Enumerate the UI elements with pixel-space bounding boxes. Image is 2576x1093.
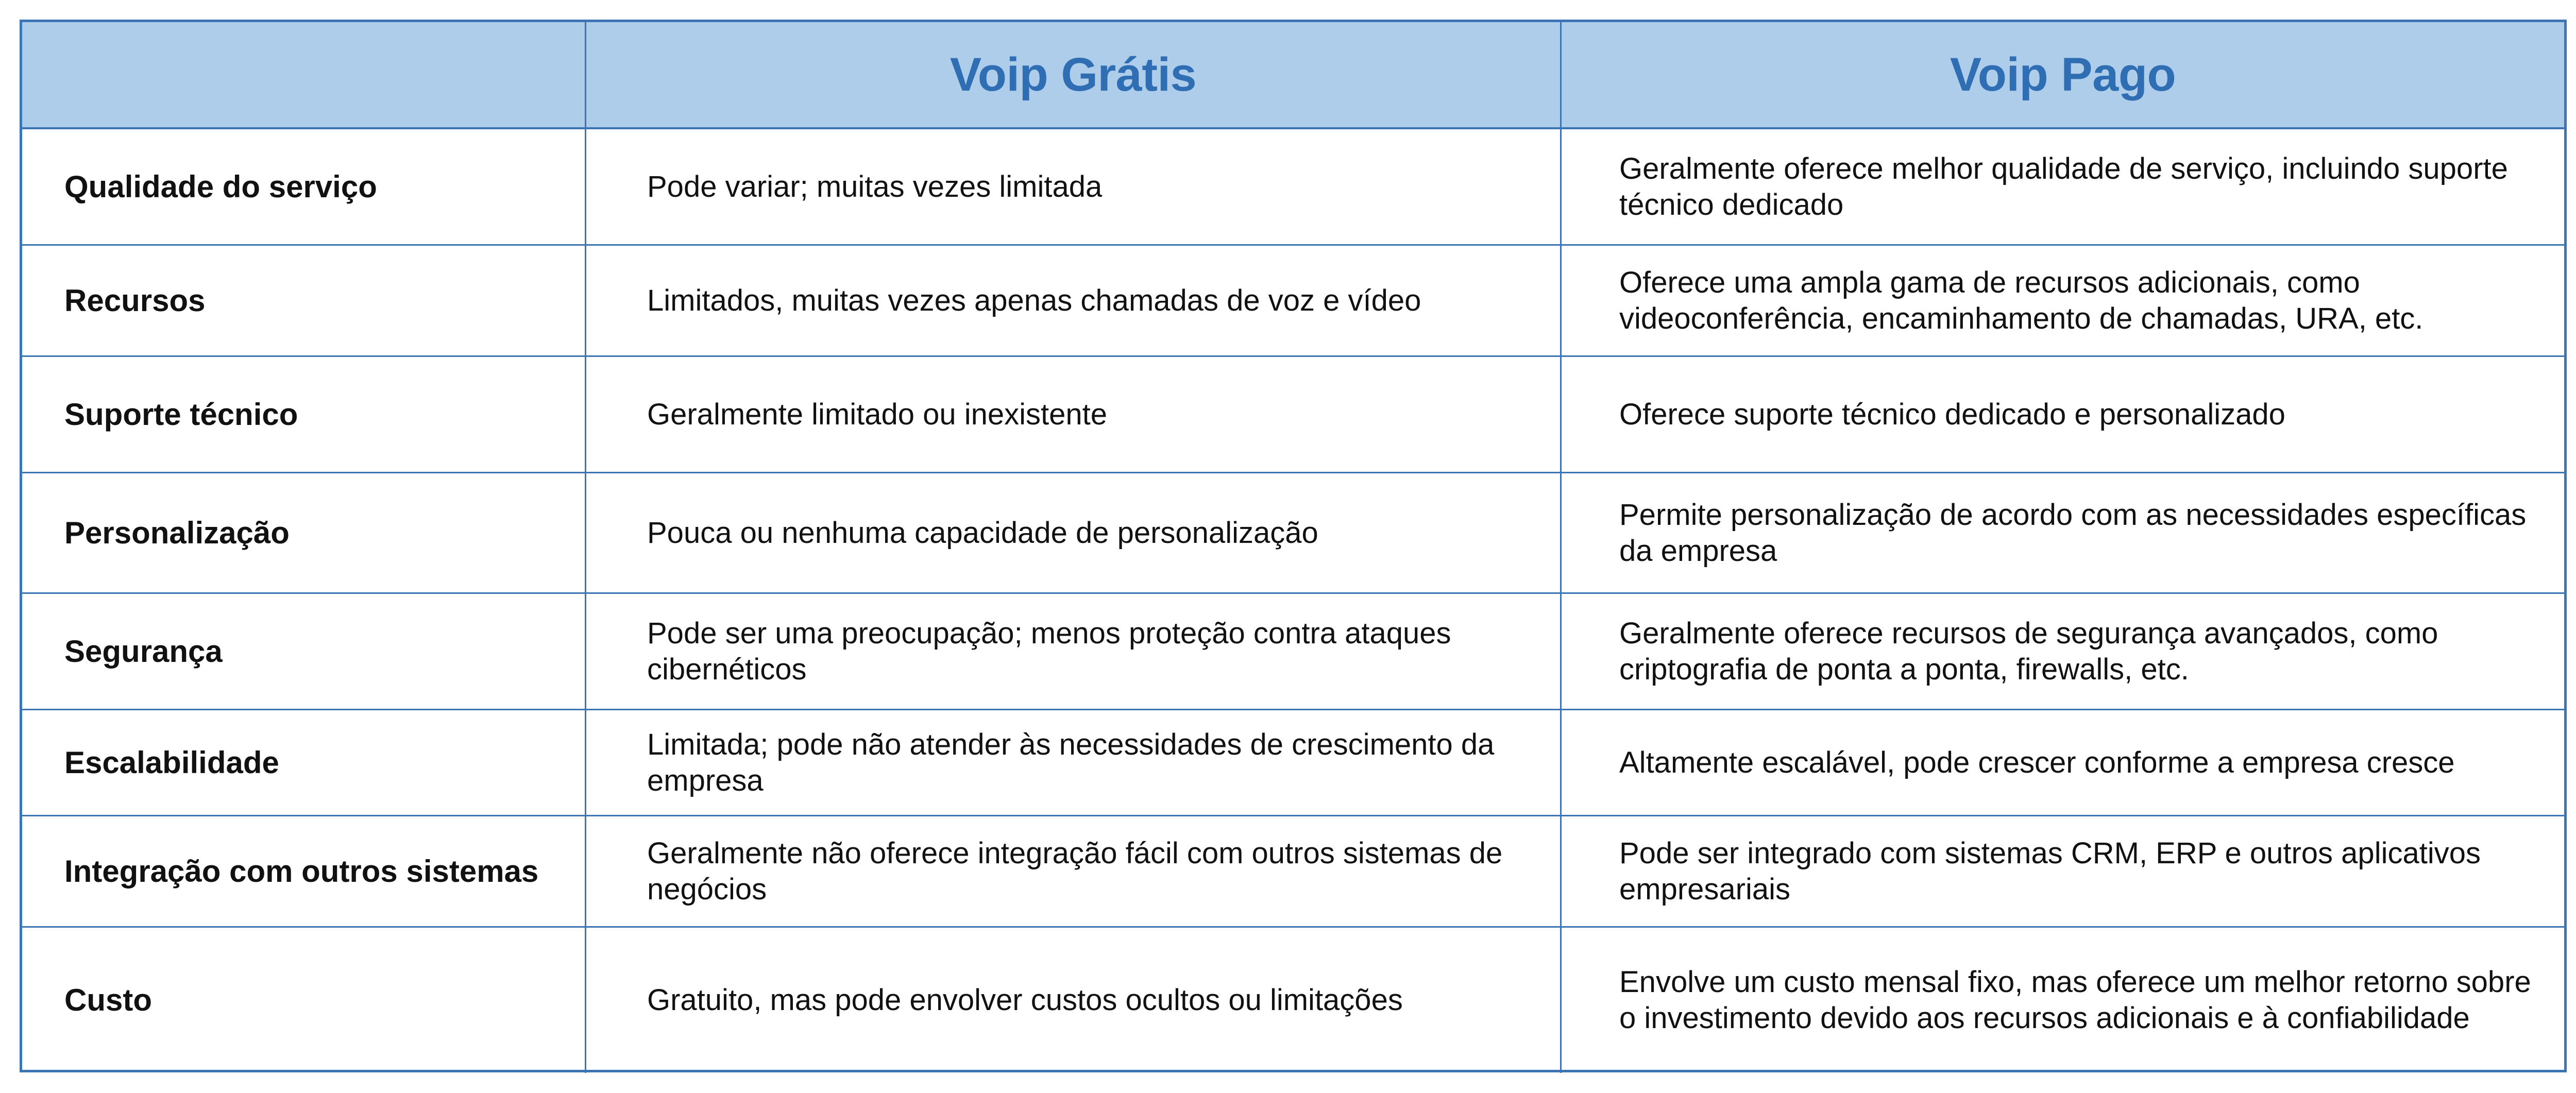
free-value-cell <box>586 816 1562 928</box>
paid-value-cell <box>1562 594 2564 710</box>
header-paid-cell <box>1562 22 2564 129</box>
free-value-cell <box>586 473 1562 594</box>
paid-value: Altamente escalável, pode crescer conforme a empresa cresce <box>1619 745 2455 779</box>
paid-value: Geralmente oferece recursos de segurança avançados, como criptografia de ponta a ponta, firewalls, etc. <box>1619 616 2438 686</box>
header-free-cell <box>586 22 1562 129</box>
paid-value: Oferece suporte técnico dedicado e personalizado <box>1619 397 2285 431</box>
paid-value: Oferece uma ampla gama de recursos adicionais, como videoconferência, encaminhamento de chamadas, URA, etc. <box>1619 265 2424 335</box>
paid-value: Envolve um custo mensal fixo, mas oferece um melhor retorno sobre o investimento devido aos recursos adicionais e à confiabilidade <box>1619 965 2531 1035</box>
paid-value-cell <box>1562 473 2564 594</box>
free-value-cell <box>586 928 1562 1073</box>
row-label: Qualidade do serviço <box>64 169 377 204</box>
row-label: Segurança <box>64 634 223 669</box>
free-value: Pode ser uma preocupação; menos proteção contra ataques cibernéticos <box>647 616 1451 686</box>
row-label-cell <box>22 473 586 594</box>
free-value-cell <box>586 357 1562 473</box>
paid-value: Geralmente oferece melhor qualidade de serviço, incluindo suporte técnico dedicado <box>1619 151 2508 221</box>
row-label: Custo <box>64 983 152 1017</box>
paid-value: Permite personalização de acordo com as necessidades específicas da empresa <box>1619 498 2527 568</box>
paid-value-cell <box>1562 357 2564 473</box>
row-label-cell <box>22 594 586 710</box>
free-value-cell <box>586 129 1562 246</box>
paid-value: Pode ser integrado com sistemas CRM, ERP e outros aplicativos empresariais <box>1619 836 2481 906</box>
row-label: Escalabilidade <box>64 745 279 780</box>
free-value: Gratuito, mas pode envolver custos ocultos ou limitações <box>647 983 1403 1017</box>
comparison-table <box>20 20 2567 1072</box>
row-label-cell <box>22 129 586 246</box>
row-label-cell <box>22 710 586 816</box>
paid-value-cell <box>1562 928 2564 1073</box>
row-label-cell <box>22 357 586 473</box>
free-value: Pouca ou nenhuma capacidade de personalização <box>647 516 1318 550</box>
row-label: Integração com outros sistemas <box>64 853 539 889</box>
free-value: Geralmente não oferece integração fácil com outros sistemas de negócios <box>647 836 1503 906</box>
free-value: Limitada; pode não atender às necessidades de crescimento da empresa <box>647 727 1495 797</box>
free-value: Geralmente limitado ou inexistente <box>647 397 1108 431</box>
free-value-cell <box>586 594 1562 710</box>
row-label: Suporte técnico <box>64 397 298 432</box>
free-value: Limitados, muitas vezes apenas chamadas de voz e vídeo <box>647 283 1421 317</box>
free-value-cell <box>586 710 1562 816</box>
row-label-cell <box>22 246 586 357</box>
paid-value-cell <box>1562 710 2564 816</box>
header-free-title: Voip Grátis <box>950 48 1197 101</box>
paid-value-cell <box>1562 129 2564 246</box>
paid-value-cell <box>1562 816 2564 928</box>
row-label-cell <box>22 928 586 1073</box>
free-value: Pode variar; muitas vezes limitada <box>647 169 1103 203</box>
header-paid-title: Voip Pago <box>1950 48 2176 101</box>
row-label-cell <box>22 816 586 928</box>
row-label: Personalização <box>64 515 290 550</box>
comparison-grid <box>22 22 2564 1070</box>
row-label: Recursos <box>64 283 206 318</box>
free-value-cell <box>586 246 1562 357</box>
paid-value-cell <box>1562 246 2564 357</box>
header-empty-cell <box>22 22 586 129</box>
